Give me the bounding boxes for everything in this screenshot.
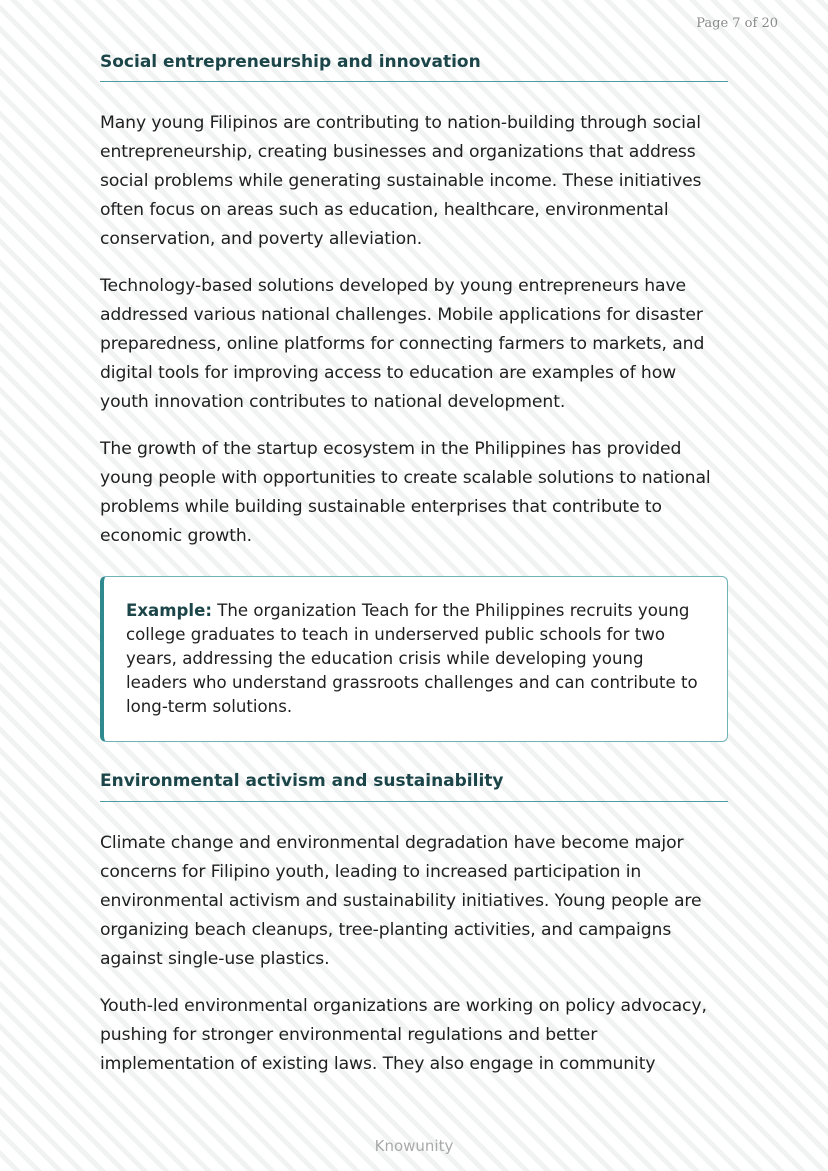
paragraph: Technology-based solutions developed by young entrepreneurs have addressed various national challenges. Mobile applications for disaster preparedness, online platforms for connecting farmers to markets, and digital tools for improving access to education are examples of how youth innovation contributes to national development. xyxy=(100,276,705,413)
example-body: The organization Teach for the Philippines recruits young college graduates to teach in underserved public schools for two years, addressing the education crisis while developing young leaders who understand grassroots challenges and can contribute to long-term solutions. xyxy=(126,601,698,717)
footer-brand: Knowunity xyxy=(374,1137,454,1155)
paragraph: The growth of the startup ecosystem in the Philippines has provided young people with opportunities to create scalable solutions to national problems while building sustainable enterprises that contribute to economic growth. xyxy=(100,439,711,547)
example-text xyxy=(126,599,709,719)
example-callout xyxy=(100,576,728,742)
paragraph: Youth-led environmental organizations are working on policy advocacy, pushing for stronger environmental regulations and better implementation of existing laws. They also engage in community xyxy=(100,995,707,1074)
example-label: Example: xyxy=(126,601,212,621)
page-number: Page 7 of 20 xyxy=(696,16,778,31)
paragraph: Climate change and environmental degradation have become major concerns for Filipino youth, leading to increased participation in environmental activism and sustainability initiatives. Young people are organizing beach cleanups, tree-planting activities, and campaigns against single-use plastics. xyxy=(100,832,702,969)
section-heading-social-entrepreneurship: Social entrepreneurship and innovation xyxy=(100,52,728,82)
page-content xyxy=(100,52,728,1079)
paragraph: Many young Filipinos are contributing to nation-building through social entrepreneurship, creating businesses and organizations that address social problems while generating sustainable income. These initiatives often focus on areas such as education, healthcare, environmental conservation, and poverty alleviation. xyxy=(100,113,702,250)
section-heading-environmental-activism: Environmental activism and sustainability xyxy=(100,771,728,801)
